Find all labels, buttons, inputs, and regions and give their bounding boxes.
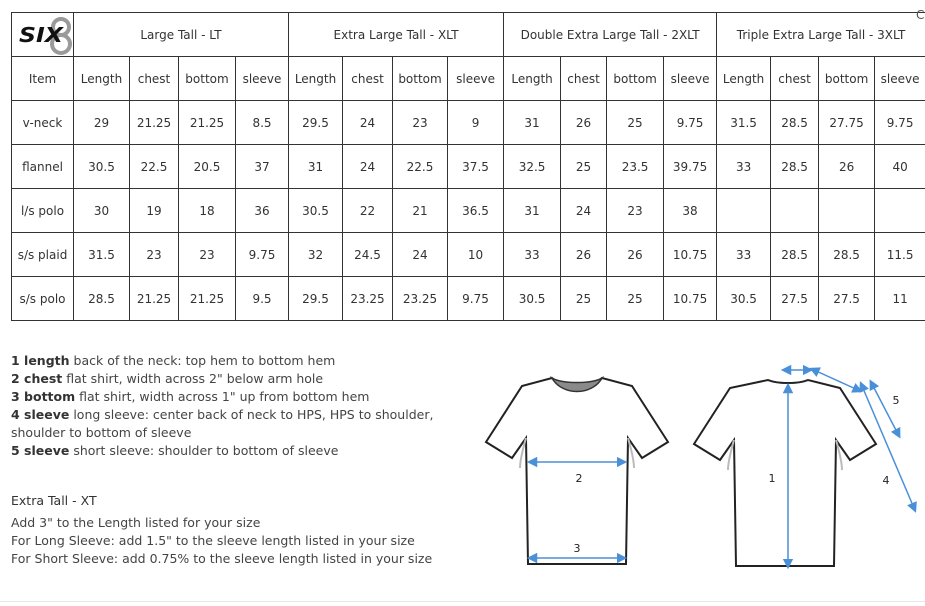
measurement-cell: 30.5 bbox=[504, 277, 561, 321]
measurement-cell: 9.5 bbox=[236, 277, 289, 321]
measurement-cell: 33 bbox=[717, 233, 771, 277]
note-line bbox=[11, 442, 471, 460]
measurement-cell: 27.5 bbox=[771, 277, 819, 321]
measurement-cell: 32.5 bbox=[504, 145, 561, 189]
extra-tall-section bbox=[11, 492, 471, 568]
measurement-cell: 18 bbox=[179, 189, 236, 233]
measurement-cell: 22.5 bbox=[393, 145, 448, 189]
measurement-cell: 22 bbox=[343, 189, 393, 233]
measurement-cell: 8.5 bbox=[236, 101, 289, 145]
shirt-back-diagram bbox=[690, 362, 920, 574]
item-name-cell: v-neck bbox=[12, 101, 74, 145]
measure-header-chest: chest bbox=[130, 57, 179, 101]
extra-tall-line: Add 3" to the Length listed for your size bbox=[11, 515, 261, 530]
measurement-cell: 28.5 bbox=[771, 145, 819, 189]
measurement-cell: 9.75 bbox=[448, 277, 504, 321]
measurement-cell: 23.25 bbox=[343, 277, 393, 321]
measure-header-sleeve: sleeve bbox=[875, 57, 925, 101]
measurement-cell: 23.5 bbox=[607, 145, 664, 189]
measurement-cell: 21.25 bbox=[130, 101, 179, 145]
group-header-2xlt: Double Extra Large Tall - 2XLT bbox=[504, 13, 717, 57]
extra-tall-title: Extra Tall - XT bbox=[11, 493, 97, 508]
note-line bbox=[11, 352, 471, 370]
measurement-cell: 21.25 bbox=[130, 277, 179, 321]
measurement-cell: 23 bbox=[130, 233, 179, 277]
measurement-cell: 25 bbox=[607, 277, 664, 321]
brand-logo-cell bbox=[12, 13, 74, 57]
measurement-cell: 26 bbox=[607, 233, 664, 277]
measurement-cell: 40 bbox=[875, 145, 925, 189]
measure-header-length: Length bbox=[74, 57, 130, 101]
measurement-cell: 33 bbox=[717, 145, 771, 189]
shirt-front-outline-icon bbox=[486, 378, 668, 564]
measure-header-bottom: bottom bbox=[607, 57, 664, 101]
measurement-cell: 26 bbox=[819, 145, 875, 189]
item-name-cell: s/s plaid bbox=[12, 233, 74, 277]
measurement-cell bbox=[771, 189, 819, 233]
measurement-cell: 21.25 bbox=[179, 101, 236, 145]
measurement-cell: 30.5 bbox=[717, 277, 771, 321]
note-line bbox=[11, 370, 471, 388]
measurement-cell: 9.75 bbox=[236, 233, 289, 277]
note-term: 5 sleeve bbox=[11, 443, 70, 458]
measurement-cell: 31 bbox=[289, 145, 343, 189]
group-header-lt: Large Tall - LT bbox=[74, 13, 289, 57]
measure-header-sleeve: sleeve bbox=[448, 57, 504, 101]
measurement-cell: 26 bbox=[561, 101, 607, 145]
measurement-cell: 10.75 bbox=[664, 277, 717, 321]
short-sleeve-arrow bbox=[872, 384, 898, 434]
note-description: short sleeve: shoulder to bottom of sleeve bbox=[69, 443, 339, 458]
measurement-notes bbox=[11, 352, 471, 460]
corner-glyph: C bbox=[916, 8, 925, 22]
note-term: 2 chest bbox=[11, 371, 63, 386]
measurement-cell: 25 bbox=[561, 277, 607, 321]
measurement-cell: 10.75 bbox=[664, 233, 717, 277]
measurement-cell: 31 bbox=[504, 101, 561, 145]
measure-header-sleeve: sleeve bbox=[236, 57, 289, 101]
group-header-xlt: Extra Large Tall - XLT bbox=[289, 13, 504, 57]
measurement-cell: 23 bbox=[607, 189, 664, 233]
note-line bbox=[11, 388, 471, 406]
measurement-cell: 32 bbox=[289, 233, 343, 277]
measurement-cell: 29.5 bbox=[289, 277, 343, 321]
measurement-cell: 11 bbox=[875, 277, 925, 321]
measurement-cell: 9 bbox=[448, 101, 504, 145]
measurement-cell: 28.5 bbox=[771, 101, 819, 145]
measurement-cell: 31 bbox=[504, 189, 561, 233]
measurement-cell: 28.5 bbox=[819, 233, 875, 277]
table-row bbox=[12, 101, 925, 145]
measurement-cell: 29 bbox=[74, 101, 130, 145]
short-sleeve-label: 5 bbox=[892, 394, 900, 407]
measurement-cell: 24 bbox=[393, 233, 448, 277]
measure-header-sleeve: sleeve bbox=[664, 57, 717, 101]
item-name-cell: l/s polo bbox=[12, 189, 74, 233]
measurement-cell: 39.75 bbox=[664, 145, 717, 189]
measurement-cell: 37 bbox=[236, 145, 289, 189]
measurement-cell: 23.25 bbox=[393, 277, 448, 321]
measurement-cell: 31.5 bbox=[717, 101, 771, 145]
note-term: 4 sleeve bbox=[11, 407, 70, 422]
item-name-cell: flannel bbox=[12, 145, 74, 189]
measurement-cell bbox=[875, 189, 925, 233]
logo-text: SIX bbox=[19, 23, 65, 47]
measure-header-bottom: bottom bbox=[819, 57, 875, 101]
chest-label: 2 bbox=[575, 472, 583, 485]
measurement-cell: 25 bbox=[561, 145, 607, 189]
measure-header-length: Length bbox=[504, 57, 561, 101]
measurement-cell: 23 bbox=[179, 233, 236, 277]
measurement-cell: 22.5 bbox=[130, 145, 179, 189]
table-row bbox=[12, 277, 925, 321]
measurement-cell: 21 bbox=[393, 189, 448, 233]
measurement-cell bbox=[717, 189, 771, 233]
measure-header-row bbox=[12, 57, 925, 101]
measurement-cell: 28.5 bbox=[771, 233, 819, 277]
footer-divider bbox=[0, 601, 925, 602]
measurement-cell: 9.75 bbox=[664, 101, 717, 145]
note-description: flat shirt, width across 2" below arm hole bbox=[62, 371, 324, 386]
measure-header-chest: chest bbox=[561, 57, 607, 101]
measure-header-chest: chest bbox=[343, 57, 393, 101]
measurement-cell: 28.5 bbox=[74, 277, 130, 321]
table-row bbox=[12, 145, 925, 189]
measure-header-bottom: bottom bbox=[393, 57, 448, 101]
measure-header-bottom: bottom bbox=[179, 57, 236, 101]
note-description: flat shirt, width across 1" up from bottom hem bbox=[75, 389, 370, 404]
measurement-cell: 33 bbox=[504, 233, 561, 277]
measurement-cell: 19 bbox=[130, 189, 179, 233]
size-chart-table bbox=[11, 12, 925, 321]
measurement-cell: 29.5 bbox=[289, 101, 343, 145]
measurement-cell bbox=[819, 189, 875, 233]
measurement-cell: 27.75 bbox=[819, 101, 875, 145]
shirt-front-diagram bbox=[482, 372, 672, 572]
measurement-cell: 37.5 bbox=[448, 145, 504, 189]
measurement-cell: 24.5 bbox=[343, 233, 393, 277]
group-header-3xlt: Triple Extra Large Tall - 3XLT bbox=[717, 13, 925, 57]
measurement-cell: 9.75 bbox=[875, 101, 925, 145]
table-row bbox=[12, 233, 925, 277]
measurement-cell: 23 bbox=[393, 101, 448, 145]
measurement-cell: 26 bbox=[561, 233, 607, 277]
item-name-cell: s/s polo bbox=[12, 277, 74, 321]
bottom-label: 3 bbox=[573, 542, 581, 555]
extra-tall-line: For Short Sleeve: add 0.75% to the sleeve length listed in your size bbox=[11, 551, 433, 566]
measure-header-chest: chest bbox=[771, 57, 819, 101]
measurement-cell: 30 bbox=[74, 189, 130, 233]
six8-logo bbox=[18, 17, 78, 55]
item-header: Item bbox=[12, 57, 74, 101]
measurement-cell: 24 bbox=[561, 189, 607, 233]
long-sleeve-label: 4 bbox=[882, 474, 890, 487]
measurement-cell: 30.5 bbox=[74, 145, 130, 189]
measurement-cell: 21.25 bbox=[179, 277, 236, 321]
measurement-cell: 20.5 bbox=[179, 145, 236, 189]
measurement-cell: 24 bbox=[343, 101, 393, 145]
measurement-cell: 36 bbox=[236, 189, 289, 233]
measurement-cell: 11.5 bbox=[875, 233, 925, 277]
measurement-cell: 31.5 bbox=[74, 233, 130, 277]
note-description: back of the neck: top hem to bottom hem bbox=[69, 353, 336, 368]
measurement-cell: 25 bbox=[607, 101, 664, 145]
shirt-back-outline-icon bbox=[694, 380, 876, 566]
extra-tall-line: For Long Sleeve: add 1.5" to the sleeve length listed in your size bbox=[11, 533, 415, 548]
measurement-cell: 24 bbox=[343, 145, 393, 189]
note-line bbox=[11, 406, 471, 442]
measure-header-length: Length bbox=[289, 57, 343, 101]
note-term: 3 bottom bbox=[11, 389, 76, 404]
note-description: long sleeve: center back of neck to HPS, HPS to shoulder, shoulder to bottom of sleeve bbox=[11, 407, 434, 440]
note-term: 1 length bbox=[11, 353, 70, 368]
measurement-cell: 36.5 bbox=[448, 189, 504, 233]
length-label: 1 bbox=[768, 472, 776, 485]
measurement-cell: 10 bbox=[448, 233, 504, 277]
table-row bbox=[12, 189, 925, 233]
measure-header-length: Length bbox=[717, 57, 771, 101]
measurement-cell: 27.5 bbox=[819, 277, 875, 321]
measurement-cell: 30.5 bbox=[289, 189, 343, 233]
measurement-cell: 38 bbox=[664, 189, 717, 233]
